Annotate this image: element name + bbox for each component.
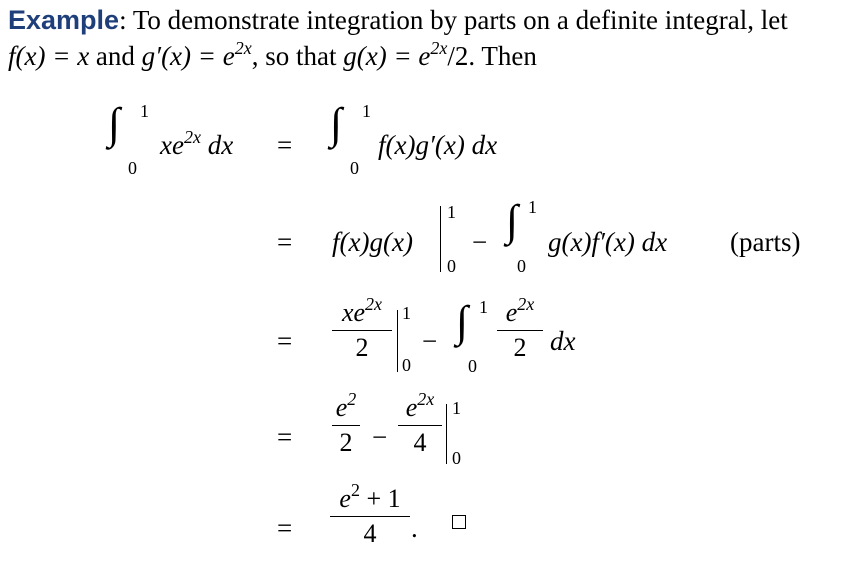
line5-bar (330, 516, 410, 517)
line3-lower: 0 (402, 355, 411, 375)
line4-fraction-b (398, 389, 442, 458)
line3-dx: dx (550, 326, 576, 356)
line4-a-denominator: 2 (339, 428, 353, 457)
line2-eval-bar (440, 206, 441, 272)
f-definition: f(x) = x (8, 41, 90, 71)
line3-fraction (332, 294, 392, 363)
line5-num-exp: 2 (350, 480, 360, 500)
line2-lower: 0 (447, 256, 456, 276)
line5-fraction (330, 480, 410, 549)
line4-b-num-base: e (405, 393, 418, 422)
line5-numerator (330, 480, 410, 514)
line3-int-frac-bar (497, 330, 543, 331)
line2-int-lower: 0 (517, 256, 526, 276)
line4-b-num-exp: 2x (417, 389, 435, 409)
line5-period: . (411, 513, 418, 543)
equals-4: = (277, 422, 293, 452)
lhs-upper-limit: 1 (140, 101, 149, 121)
lhs-lower-limit: 0 (128, 158, 137, 178)
lhs-dx: dx (207, 130, 234, 160)
line3-eval-bar (397, 310, 398, 372)
line3-frac-numerator (332, 294, 392, 328)
equals-1: = (277, 130, 293, 160)
intro-tail: /2. Then (447, 41, 537, 71)
line3-frac-denominator: 2 (355, 333, 369, 362)
lhs-integrand (160, 127, 234, 161)
line2-int-upper: 1 (528, 197, 537, 217)
line3-frac-num-base: xe (341, 298, 366, 327)
line2-minus: − (472, 227, 488, 257)
line3-frac-bar (332, 330, 392, 331)
line4-a-bar (332, 425, 360, 426)
line3-int-fraction (497, 294, 543, 363)
line2-note: (parts) (730, 227, 801, 257)
line1-integral-sign: ∫ (330, 99, 343, 148)
intro-so-that: , so that (251, 41, 344, 71)
equals-2: = (277, 227, 293, 257)
line4-eval-bar (446, 404, 447, 464)
equals-3: = (277, 326, 293, 356)
line4-a-num-base: e (335, 393, 348, 422)
intro-paragraph (8, 2, 848, 74)
line4-a-numerator (332, 389, 360, 423)
intro-text: : To demonstrate integration by parts on a definite integral, let (119, 5, 788, 35)
line1-upper-limit: 1 (362, 101, 371, 121)
example-keyword: Example (8, 5, 120, 35)
line3-frac-num-exp: 2x (365, 294, 383, 314)
line5-num-base: e (339, 484, 351, 513)
line2-integral-sign: ∫ (506, 196, 519, 245)
line4-a-num-exp: 2 (347, 389, 357, 409)
equals-5: = (277, 513, 293, 543)
line5-num-rest: + 1 (359, 484, 401, 513)
line2-integrand: g(x)f′(x) dx (548, 227, 668, 257)
gprime-exponent: 2x (234, 38, 252, 58)
line3-int-lower: 0 (468, 356, 477, 376)
line3-int-num-base: e (505, 298, 518, 327)
line4-b-denominator: 4 (413, 428, 427, 457)
gprime-definition: g′(x) = e (141, 41, 235, 71)
line3-upper: 1 (402, 303, 411, 323)
line2-term: f(x)g(x) (332, 227, 413, 257)
qed-box-icon (452, 515, 466, 529)
line4-upper: 1 (452, 398, 461, 418)
lhs-integral-sign: ∫ (108, 99, 121, 148)
line3-int-upper: 1 (479, 297, 488, 317)
line4-lower: 0 (452, 448, 461, 468)
line4-b-bar (398, 425, 442, 426)
intro-and: and (89, 41, 142, 71)
g-definition: g(x) = e (343, 41, 431, 71)
lhs-integrand-exp: 2x (183, 127, 201, 147)
line3-minus: − (422, 326, 438, 356)
line4-b-numerator (398, 389, 442, 423)
line4-fraction-a (332, 389, 360, 458)
line2-upper: 1 (447, 202, 456, 222)
line5-denominator: 4 (363, 519, 377, 548)
line3-int-denominator: 2 (513, 333, 527, 362)
line4-minus: − (372, 422, 388, 452)
line1-integrand: f(x)g′(x) dx (378, 130, 498, 160)
line3-int-num-exp: 2x (517, 294, 535, 314)
line1-lower-limit: 0 (350, 158, 359, 178)
lhs-integrand-base: xe (160, 130, 184, 160)
line3-int-numerator (497, 294, 543, 328)
line3-integral-sign: ∫ (456, 297, 469, 346)
g-exponent: 2x (430, 38, 448, 58)
